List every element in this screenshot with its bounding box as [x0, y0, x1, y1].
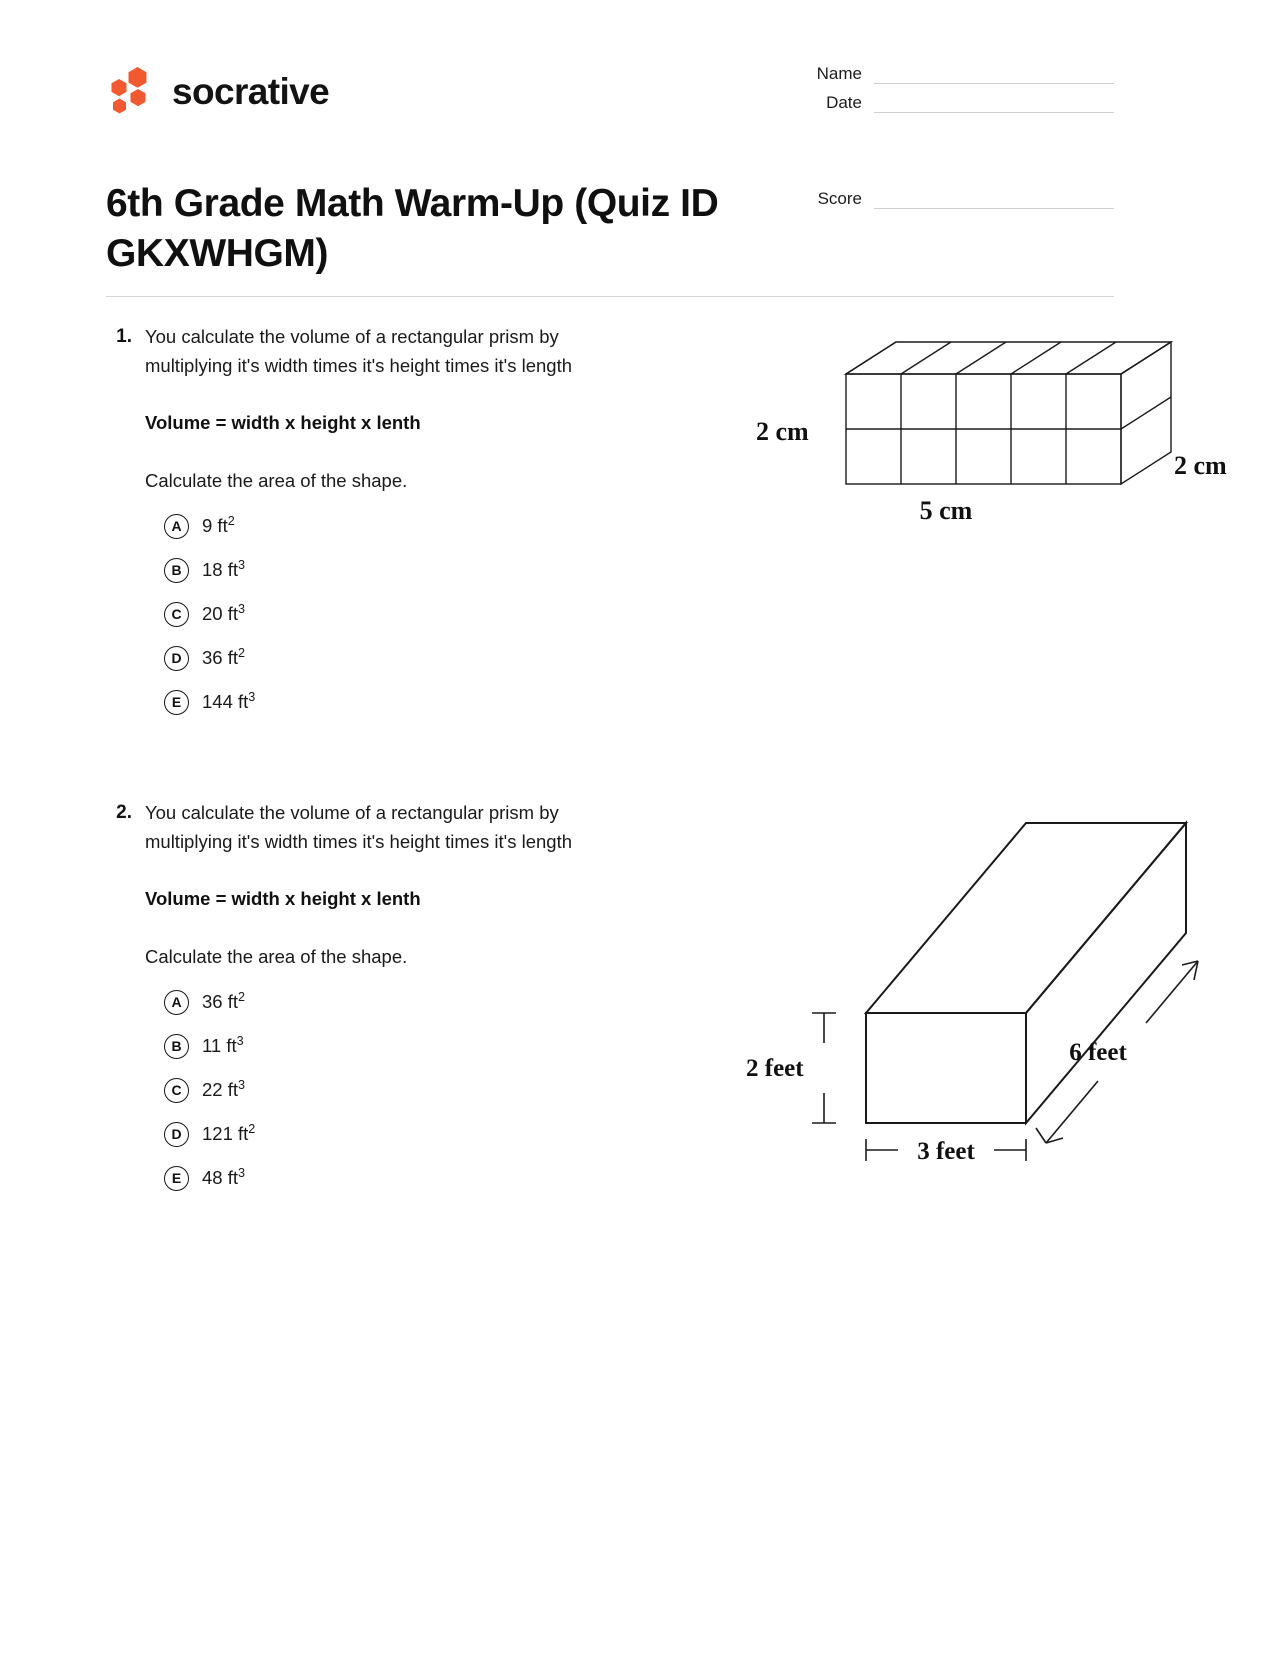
- question-2-figure: [746, 798, 1216, 1178]
- date-field-label: Date: [826, 93, 862, 112]
- question-2-body: [106, 798, 666, 1200]
- question-1-stem: You calculate the volume of a rectangular prism by multiplying it's width times it's height times it's length: [145, 326, 573, 376]
- choice-label-c: 22 $ft^3$: [202, 1077, 245, 1100]
- question-2-choice-e[interactable]: [106, 1156, 666, 1200]
- question-1-choice-a[interactable]: [106, 504, 666, 548]
- question-2-stem-wrap: [145, 798, 666, 971]
- page-title: 6th Grade Math Warm-Up (Quiz ID GKXWHGM): [106, 182, 719, 276]
- choice-label-d: 36 $ft^2$: [202, 645, 245, 668]
- choice-bubble-e[interactable]: E: [164, 690, 189, 715]
- question-1-body: [106, 322, 666, 724]
- figure-1-height-label: 2 cm: [756, 417, 809, 446]
- question-2-choice-c[interactable]: [106, 1068, 666, 1112]
- choice-bubble-a[interactable]: A: [164, 514, 189, 539]
- question-2-choice-d[interactable]: [106, 1112, 666, 1156]
- date-field-row: [749, 84, 1114, 113]
- name-field-label: Name: [816, 64, 862, 83]
- question-2-head: [106, 798, 666, 971]
- score-field-input[interactable]: [874, 189, 1114, 209]
- choice-label-a: 36 $ft^2$: [202, 989, 245, 1012]
- question-1-choice-d[interactable]: [106, 636, 666, 680]
- page-header: [106, 55, 1114, 295]
- question-1-choice-e[interactable]: [106, 680, 666, 724]
- question-2: [106, 798, 1127, 1200]
- question-1-stem-wrap: [145, 322, 666, 495]
- question-2-prompt: Calculate the area of the shape.: [145, 946, 408, 967]
- question-1-formula: Volume = width x height x lenth: [145, 412, 421, 433]
- choice-label-a: 9 $ft^2$: [202, 513, 235, 536]
- question-1-prompt: Calculate the area of the shape.: [145, 470, 408, 491]
- brand-lockup: [106, 65, 329, 117]
- choice-bubble-b[interactable]: B: [164, 558, 189, 583]
- question-1: [106, 322, 1227, 724]
- header-divider: [106, 296, 1114, 297]
- question-1-figure: [756, 334, 1227, 534]
- choice-bubble-a[interactable]: A: [164, 990, 189, 1015]
- socrative-hexagon-logo-icon: [106, 65, 154, 117]
- question-1-choice-b[interactable]: [106, 548, 666, 592]
- question-2-choice-a[interactable]: [106, 980, 666, 1024]
- question-2-number: 2.: [116, 802, 132, 823]
- choice-bubble-b[interactable]: B: [164, 1034, 189, 1059]
- figure-2-width-label: 3 feet: [917, 1138, 975, 1165]
- choice-bubble-d[interactable]: D: [164, 646, 189, 671]
- question-1-choice-c[interactable]: [106, 592, 666, 636]
- question-2-choice-b[interactable]: [106, 1024, 666, 1068]
- figure-2-height-label: 2 feet: [746, 1055, 804, 1082]
- choice-label-d: 121 $ft^2$: [202, 1121, 256, 1144]
- question-1-number: 1.: [116, 326, 132, 347]
- choice-bubble-c[interactable]: C: [164, 602, 189, 627]
- date-field-input[interactable]: [874, 93, 1114, 113]
- choice-bubble-c[interactable]: C: [164, 1078, 189, 1103]
- name-field-row: [749, 55, 1114, 84]
- choice-bubble-d[interactable]: D: [164, 1122, 189, 1147]
- choice-label-b: 11 $ft^3$: [202, 1033, 244, 1056]
- score-field-label: Score: [817, 189, 862, 208]
- question-1-choices: [106, 504, 666, 724]
- figure-2-height-dimension: [812, 1013, 836, 1123]
- choice-label-e: 144 $ft^3$: [202, 689, 256, 712]
- question-2-formula: Volume = width x height x lenth: [145, 888, 421, 909]
- figure-1-depth-label: 2 cm: [1174, 451, 1227, 480]
- figure-2-depth-label: 6 feet: [1069, 1039, 1127, 1066]
- brand-wordmark: socrative: [172, 70, 330, 112]
- choice-bubble-e[interactable]: E: [164, 1166, 189, 1191]
- question-2-choices: [106, 980, 666, 1200]
- figure-1-width-label: 5 cm: [919, 496, 973, 525]
- choice-label-c: 20 $ft^3$: [202, 601, 245, 624]
- question-2-stem: You calculate the volume of a rectangular prism by multiplying it's width times it's height times it's length: [145, 802, 573, 852]
- choice-label-e: 48 $ft^3$: [202, 1165, 245, 1188]
- name-field-input[interactable]: [874, 64, 1114, 84]
- choice-label-b: 18 $ft^3$: [202, 557, 245, 580]
- question-1-head: [106, 322, 666, 495]
